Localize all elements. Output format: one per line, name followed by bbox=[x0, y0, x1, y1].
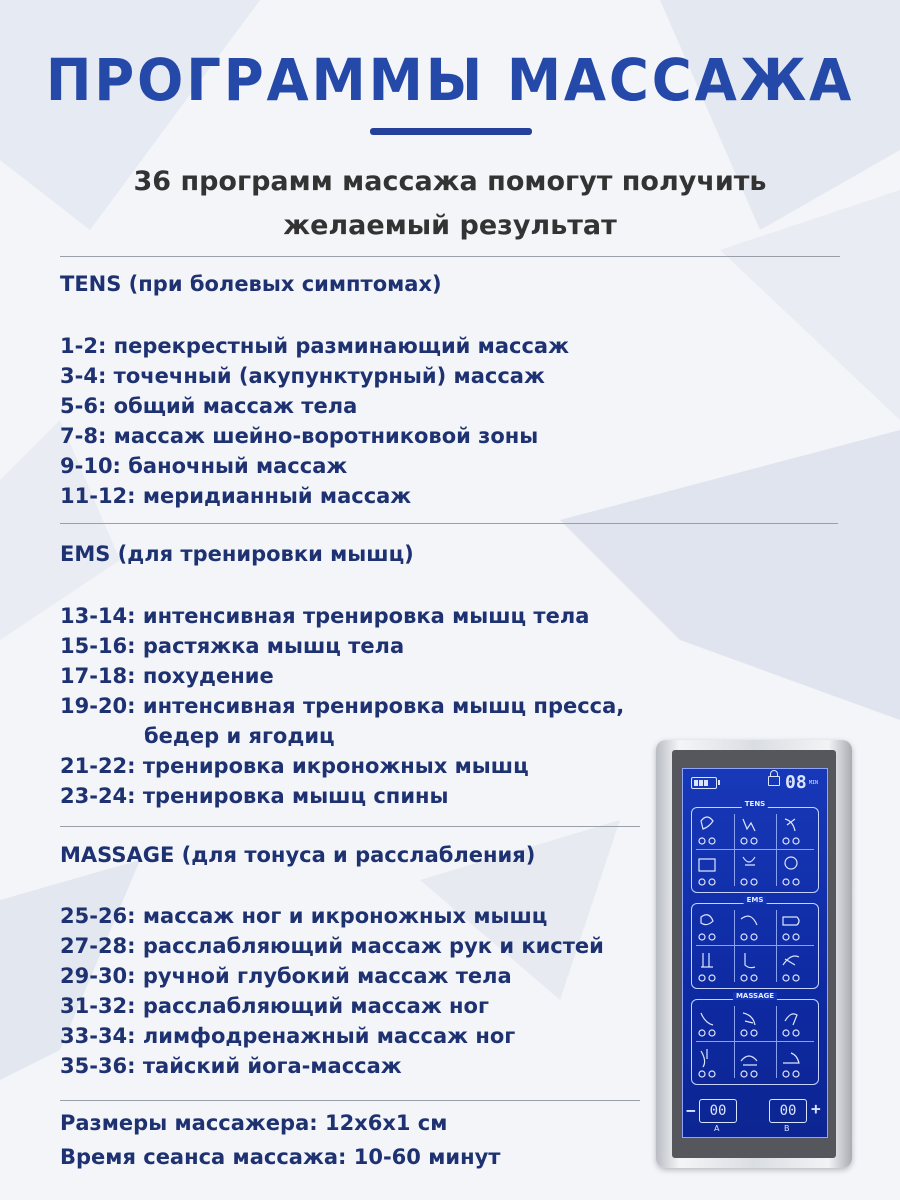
timer-display: 08 bbox=[785, 772, 807, 793]
group-label-ems: EMS bbox=[744, 896, 767, 904]
ems-program-list bbox=[60, 601, 624, 811]
list-item: 19-20: интенсивная тренировка мышц пресса, bbox=[60, 694, 625, 718]
group-label-tens: TENS bbox=[742, 800, 768, 808]
page-title: ПРОГРАММЫ МАССАЖА bbox=[45, 46, 855, 114]
list-item: 31-32: расслабляющий массаж ног bbox=[60, 994, 489, 1018]
massager-device bbox=[656, 740, 852, 1168]
channel-a-label: A bbox=[714, 1124, 720, 1133]
list-item: 13-14: интенсивная тренировка мышц тела bbox=[60, 604, 590, 628]
tens-program-list bbox=[60, 331, 569, 511]
subtitle-line-1: 36 программ массажа помогут получить bbox=[133, 166, 767, 197]
list-item: 7-8: массаж шейно-воротниковой зоны bbox=[60, 424, 539, 448]
list-item: 9-10: баночный массаж bbox=[60, 454, 348, 478]
channel-b-label: B bbox=[784, 1124, 790, 1133]
list-item: 29-30: ручной глубокий массаж тела bbox=[60, 964, 512, 988]
divider-4 bbox=[60, 1100, 640, 1101]
list-item-continuation-text: бедер и ягодиц bbox=[144, 724, 335, 748]
section-heading-ems: EMS (для тренировки мышц) bbox=[60, 542, 414, 566]
divider-2 bbox=[60, 523, 838, 524]
list-item: 15-16: растяжка мышц тела bbox=[60, 634, 405, 658]
list-item: 3-4: точечный (акупунктурный) массаж bbox=[60, 364, 545, 388]
list-item: 27-28: расслабляющий массаж рук и кистей bbox=[60, 934, 604, 958]
minus-button[interactable]: − bbox=[686, 1101, 696, 1120]
list-item: 25-26: массаж ног и икроножных мышц bbox=[60, 904, 548, 928]
list-item: 23-24: тренировка мышц спины bbox=[60, 784, 449, 808]
plus-button[interactable]: + bbox=[811, 1099, 821, 1118]
subtitle bbox=[0, 160, 900, 248]
list-item: 11-12: меридианный массаж bbox=[60, 484, 412, 508]
channel-b-display: 00 bbox=[769, 1099, 807, 1123]
group-label-massage: MASSAGE bbox=[733, 992, 777, 1000]
device-specs bbox=[60, 1106, 500, 1174]
title-underline bbox=[370, 128, 532, 135]
list-item: 35-36: тайский йога-массаж bbox=[60, 1054, 402, 1078]
device-panel bbox=[672, 750, 836, 1158]
list-item: 21-22: тренировка икроножных мышц bbox=[60, 754, 529, 778]
channel-a-display: 00 bbox=[699, 1099, 737, 1123]
device-screen bbox=[682, 768, 828, 1138]
spec-session-time: Время сеанса массажа: 10-60 минут bbox=[60, 1145, 501, 1169]
timer-unit: MIN bbox=[809, 780, 819, 786]
list-item: 17-18: похудение bbox=[60, 664, 274, 688]
divider-3 bbox=[60, 826, 640, 827]
list-item: 33-34: лимфодренажный массаж ног bbox=[60, 1024, 516, 1048]
section-heading-massage: MASSAGE (для тонуса и расслабления) bbox=[60, 843, 536, 867]
list-item: 1-2: перекрестный разминающий массаж bbox=[60, 334, 569, 358]
subtitle-line-2: желаемый результат bbox=[283, 210, 617, 241]
section-heading-tens: TENS (при болевых симптомах) bbox=[60, 272, 442, 296]
list-item-continuation bbox=[60, 721, 624, 751]
divider-1 bbox=[60, 256, 840, 257]
massage-program-list bbox=[60, 901, 604, 1081]
list-item: 5-6: общий массаж тела bbox=[60, 394, 358, 418]
mode-pictograms bbox=[683, 769, 827, 1089]
spec-size: Размеры массажера: 12x6x1 см bbox=[60, 1111, 448, 1135]
